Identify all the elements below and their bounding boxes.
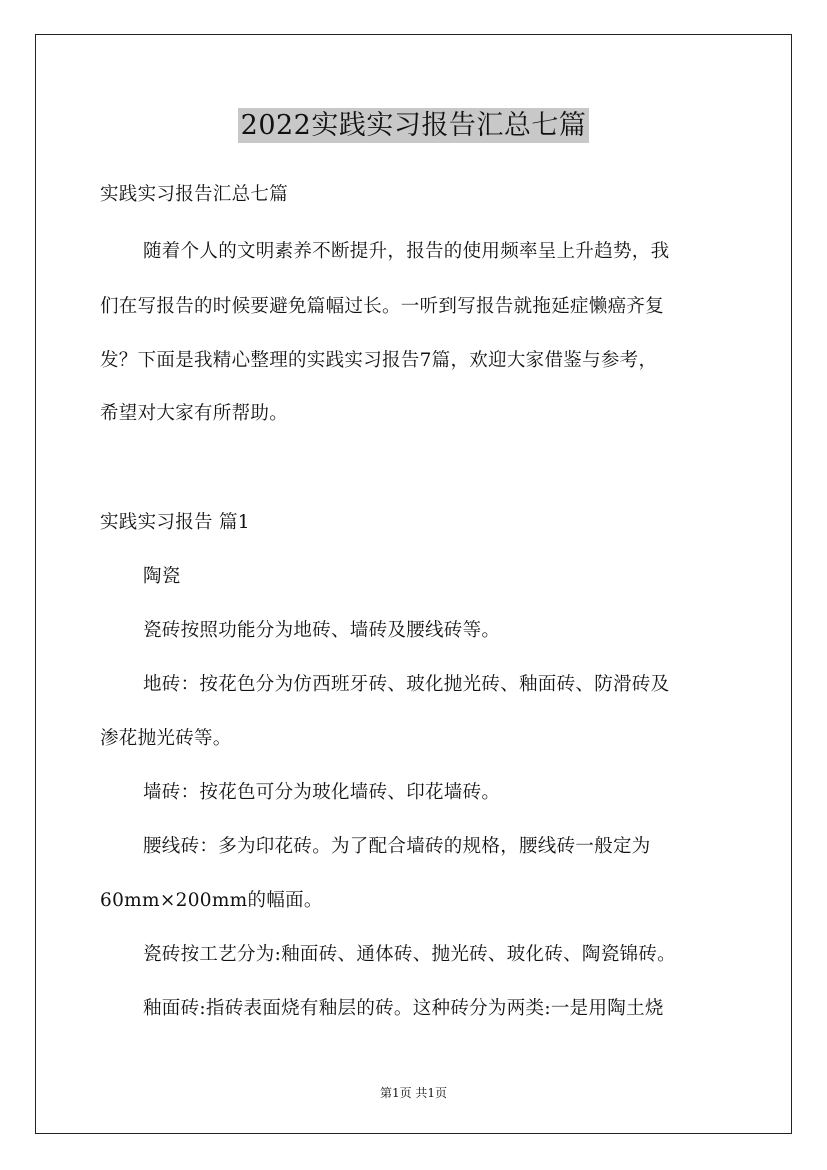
section-heading: 实践实习报告 篇1 xyxy=(100,512,250,533)
paragraph-line: 瓷砖按照功能分为地砖、墙砖及腰线砖等。 xyxy=(143,620,501,641)
paragraph-line: 渗花抛光砖等。 xyxy=(100,728,232,749)
subtitle-line: 实践实习报告汇总七篇 xyxy=(100,184,289,205)
paragraph-line: 墙砖：按花色可分为玻化墙砖、印花墙砖。 xyxy=(143,782,501,803)
paragraph-line: 们在写报告的时候要避免篇幅过长。一听到写报告就拖延症懒癌齐复 xyxy=(100,296,665,317)
paragraph-line: 腰线砖：多为印花砖。为了配合墙砖的规格，腰线砖一般定为 xyxy=(143,836,651,857)
paragraph-line: 陶瓷 xyxy=(143,566,181,587)
paragraph-line: 釉面砖:指砖表面烧有釉层的砖。这种砖分为两类:一是用陶土烧 xyxy=(143,998,664,1019)
paragraph-line: 发？下面是我精心整理的实践实习报告7篇，欢迎大家借鉴与参考， xyxy=(100,350,658,371)
page-footer: 第1页 共1页 xyxy=(379,1086,448,1100)
document-title: 2022实践实习报告汇总七篇 xyxy=(238,108,590,143)
paragraph-line: 60mm×200mm的幅面。 xyxy=(100,890,323,911)
document-title-wrap xyxy=(0,103,827,142)
paragraph-line: 瓷砖按工艺分为:釉面砖、通体砖、抛光砖、玻化砖、陶瓷锦砖。 xyxy=(143,944,676,965)
paragraph-line: 随着个人的文明素养不断提升，报告的使用频率呈上升趋势，我 xyxy=(143,241,670,262)
paragraph-line: 地砖：按花色分为仿西班牙砖、玻化抛光砖、釉面砖、防滑砖及 xyxy=(143,674,670,695)
paragraph-line: 希望对大家有所帮助。 xyxy=(100,403,289,424)
